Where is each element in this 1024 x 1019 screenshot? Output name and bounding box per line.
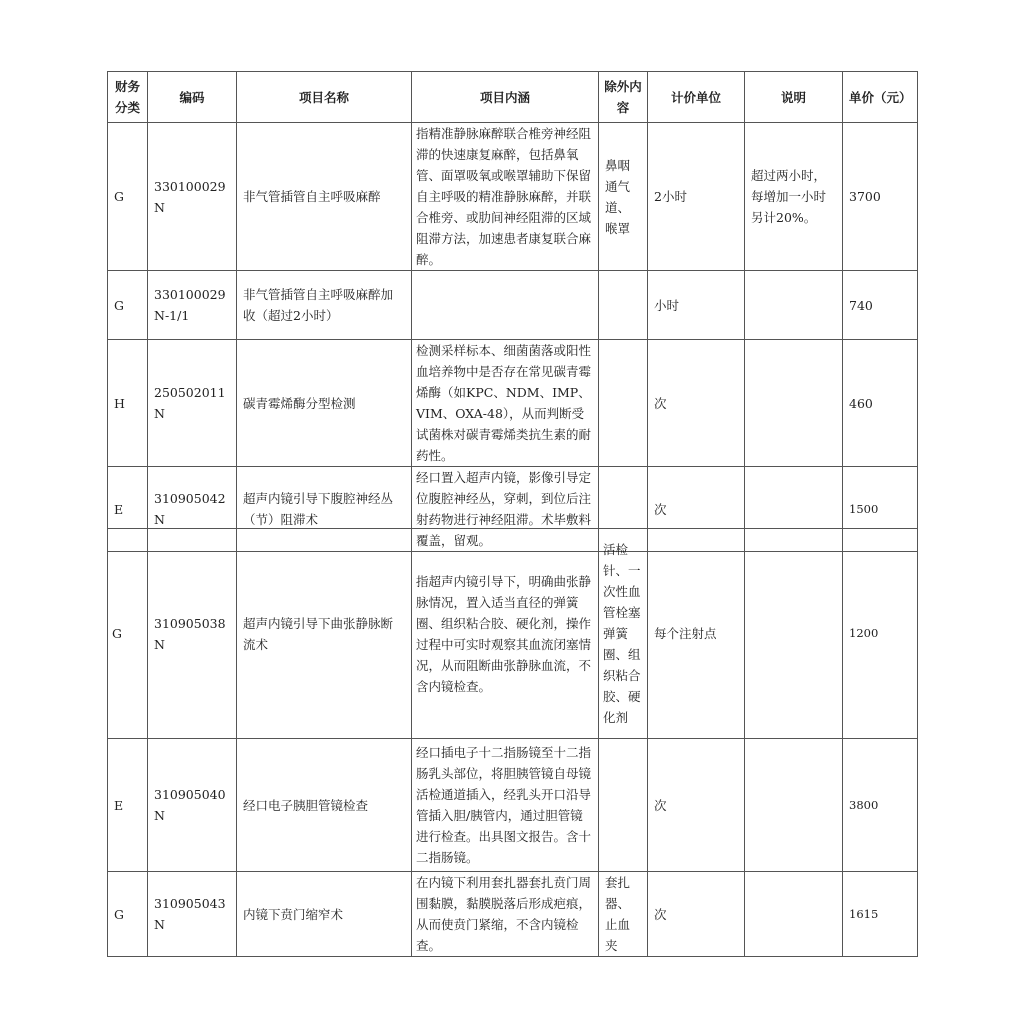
cell-note (745, 529, 843, 739)
header-name: 项目名称 (237, 72, 412, 123)
cell-content (412, 271, 599, 340)
header-exclusions: 除外内容 (599, 72, 648, 123)
cell-note (745, 271, 843, 340)
cell-name: 内镜下贲门缩窄术 (237, 872, 412, 957)
header-category: 财务分类 (108, 72, 148, 123)
cell-price: 1500 (843, 467, 918, 552)
cell-unit: 每个注射点 (648, 529, 745, 739)
cell-code: 310905042N (148, 467, 237, 552)
cell-price: 740 (843, 271, 918, 340)
cell-category: G (108, 529, 148, 739)
cell-price: 1615 (843, 872, 918, 957)
cell-category: G (108, 271, 148, 340)
header-content: 项目内涵 (412, 72, 599, 123)
cell-category: H (108, 340, 148, 467)
table-row (108, 872, 918, 957)
cell-code: 310905038N (148, 529, 237, 739)
table-row (108, 271, 918, 340)
cell-unit: 次 (648, 739, 745, 872)
cell-name: 非气管插管自主呼吸麻醉 (237, 123, 412, 271)
cell-exclusions: 鼻咽通气道、喉罩 (599, 123, 648, 271)
header-code: 编码 (148, 72, 237, 123)
cell-note (745, 739, 843, 872)
fee-table-2 (107, 528, 918, 957)
cell-name: 经口电子胰胆管镜检查 (237, 739, 412, 872)
table-row (108, 739, 918, 872)
cell-category: G (108, 123, 148, 271)
cell-category: E (108, 467, 148, 552)
cell-exclusions (599, 739, 648, 872)
cell-code: 250502011N (148, 340, 237, 467)
cell-code: 310905040N (148, 739, 237, 872)
cell-unit: 小时 (648, 271, 745, 340)
table-row (108, 529, 918, 739)
cell-content: 在内镜下利用套扎器套扎贲门周围黏膜，黏膜脱落后形成疤痕，从而使贲门紧缩，不含内镜检查。 (412, 872, 599, 957)
cell-code: 310905043N (148, 872, 237, 957)
cell-unit: 2小时 (648, 123, 745, 271)
cell-content: 经口插电子十二指肠镜至十二指肠乳头部位，将胆胰管镜自母镜活检通道插入，经乳头开口沿导管插入胆/胰管内，通过胆管镜进行检查。出具图文报告。含十二指肠镜。 (412, 739, 599, 872)
cell-note (745, 872, 843, 957)
cell-code: 330100029N (148, 123, 237, 271)
cell-exclusions (599, 340, 648, 467)
header-note: 说明 (745, 72, 843, 123)
cell-name: 非气管插管自主呼吸麻醉加收（超过2小时） (237, 271, 412, 340)
cell-name: 碳青霉烯酶分型检测 (237, 340, 412, 467)
cell-note (745, 340, 843, 467)
cell-note: 超过两小时，每增加一小时另计20%。 (745, 123, 843, 271)
cell-content: 指超声内镜引导下，明确曲张静脉情况，置入适当直径的弹簧圈、组织粘合胶、硬化剂，操作过程中可实时观察其血流闭塞情况，从而阻断曲张静脉血流，不含内镜检查。 (412, 529, 599, 739)
header-price: 单价（元） (843, 72, 918, 123)
header-unit: 计价单位 (648, 72, 745, 123)
cell-content: 检测采样标本、细菌菌落或阳性血培养物中是否存在常见碳青霉烯酶（如KPC、NDM、IMP、VIM、OXA-48），从而判断受试菌株对碳青霉烯类抗生素的耐药性。 (412, 340, 599, 467)
cell-price: 1200 (843, 529, 918, 739)
cell-name: 超声内镜引导下腹腔神经丛（节）阻滞术 (237, 467, 412, 552)
table-row (108, 340, 918, 467)
cell-code: 330100029N-1/1 (148, 271, 237, 340)
cell-exclusions: 活检针、一次性血管栓塞弹簧圈、组织粘合胶、硬化剂 (599, 529, 648, 739)
table-row (108, 123, 918, 271)
cell-price: 460 (843, 340, 918, 467)
cell-unit: 次 (648, 340, 745, 467)
cell-price: 3800 (843, 739, 918, 872)
cell-exclusions: 套扎器、止血夹 (599, 872, 648, 957)
cell-exclusions (599, 271, 648, 340)
table-header-row (108, 72, 918, 123)
cell-content: 经口置入超声内镜，影像引导定位腹腔神经丛，穿刺，到位后注射药物进行神经阻滞。术毕敷料覆盖，留观。 (412, 467, 599, 552)
cell-category: G (108, 872, 148, 957)
cell-category: E (108, 739, 148, 872)
cell-content: 指精准静脉麻醉联合椎旁神经阻滞的快速康复麻醉，包括鼻氧管、面罩吸氧或喉罩辅助下保留自主呼吸的精准静脉麻醉，并联合椎旁、或肋间神经阻滞的区域阻滞方法，加速患者康复联合麻醉。 (412, 123, 599, 271)
cell-name: 超声内镜引导下曲张静脉断流术 (237, 529, 412, 739)
cell-price: 3700 (843, 123, 918, 271)
cell-unit: 次 (648, 467, 745, 552)
fee-table-1 (107, 71, 918, 552)
cell-unit: 次 (648, 872, 745, 957)
